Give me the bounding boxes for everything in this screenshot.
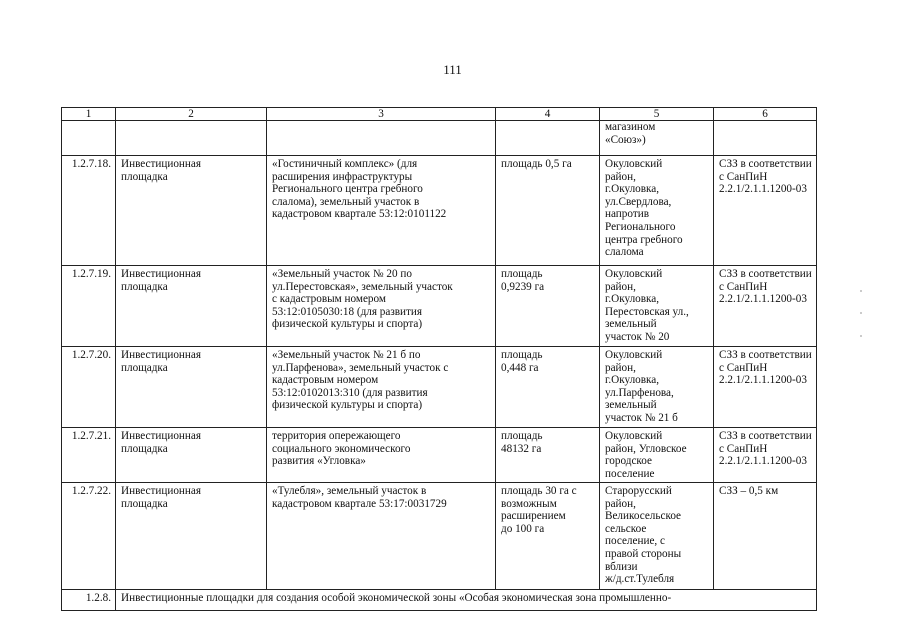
type-cell: Инвестиционная площадка	[116, 156, 267, 266]
area-cell: площадь 30 га с возможным расширением до 100 га	[496, 483, 600, 590]
area-cell: площадь 0,448 га	[496, 347, 600, 428]
description-cell: «Земельный участок № 21 б по ул.Парфенова», земельный участок с кадастровым номером 53:12:0102013:310 (для развития физической культуры и спорта)	[267, 347, 496, 428]
location-cell: Окуловский район, Угловское городское поселение	[600, 428, 714, 483]
location-cell: Окуловский район, г.Окуловка, Перестовская ул., земельный участок № 20	[600, 266, 714, 347]
type-cell: Инвестиционная площадка	[116, 428, 267, 483]
row-number-cell: 1.2.7.19.	[62, 266, 116, 347]
zone-cell: СЗЗ в соответствии с СанПиН 2.2.1/2.1.1.1200-03	[714, 428, 817, 483]
page-number: 111	[443, 62, 462, 77]
description-cell: «Земельный участок № 20 по ул.Перестовская», земельный участок с кадастровым номером 53:12:0105030:18 (для развития физической культуры и спорта)	[267, 266, 496, 347]
table-cell	[267, 121, 496, 156]
description-cell: территория опережающего социального экономического развития «Угловка»	[267, 428, 496, 483]
table-row	[62, 483, 817, 590]
location-cell: магазином «Союз»)	[600, 121, 714, 156]
table-row-continuation	[62, 121, 817, 156]
type-cell: Инвестиционная площадка	[116, 483, 267, 590]
zone-cell: СЗЗ – 0,5 км	[714, 483, 817, 590]
row-number-cell: 1.2.8.	[62, 590, 116, 611]
row-number-cell: 1.2.7.20.	[62, 347, 116, 428]
table-row	[62, 428, 817, 483]
description-cell: «Гостиничный комплекс» (для расширения инфраструктуры Регионального центра гребного слалома), земельный участок в кадастровом квартале 53:12:0101122	[267, 156, 496, 266]
column-header: 4	[496, 108, 600, 121]
zone-cell: СЗЗ в соответствии с СанПиН 2.2.1/2.1.1.1200-03	[714, 266, 817, 347]
row-number-cell: 1.2.7.18.	[62, 156, 116, 266]
column-header: 3	[267, 108, 496, 121]
area-cell: площадь 48132 га	[496, 428, 600, 483]
scan-artifact-dots	[860, 290, 863, 350]
section-row	[62, 590, 817, 611]
type-cell: Инвестиционная площадка	[116, 347, 267, 428]
row-number-cell: 1.2.7.22.	[62, 483, 116, 590]
area-cell: площадь 0,5 га	[496, 156, 600, 266]
column-header: 1	[62, 108, 116, 121]
location-cell: Старорусский район, Великосельское сельское поселение, с правой стороны вблизи ж/д.ст.Тулебля	[600, 483, 714, 590]
column-header: 6	[714, 108, 817, 121]
table-row	[62, 347, 817, 428]
location-cell: Окуловский район, г.Окуловка, ул.Свердлова, напротив Регионального центра гребного слалома	[600, 156, 714, 266]
column-header: 5	[600, 108, 714, 121]
type-cell: Инвестиционная площадка	[116, 266, 267, 347]
document-table	[61, 107, 817, 611]
table-row	[62, 156, 817, 266]
table-cell	[62, 121, 116, 156]
zone-cell: СЗЗ в соответствии с СанПиН 2.2.1/2.1.1.1200-03	[714, 156, 817, 266]
description-cell: «Тулебля», земельный участок в кадастровом квартале 53:17:0031729	[267, 483, 496, 590]
table-header-row	[62, 108, 817, 121]
table-cell	[496, 121, 600, 156]
column-header: 2	[116, 108, 267, 121]
table-cell	[714, 121, 817, 156]
zone-cell: СЗЗ в соответствии с СанПиН 2.2.1/2.1.1.1200-03	[714, 347, 817, 428]
section-title-cell: Инвестиционные площадки для создания особой экономической зоны «Особая экономическая зона промышленно-	[116, 590, 817, 611]
area-cell: площадь 0,9239 га	[496, 266, 600, 347]
location-cell: Окуловский район, г.Окуловка, ул.Парфенова, земельный участок № 21 б	[600, 347, 714, 428]
row-number-cell: 1.2.7.21.	[62, 428, 116, 483]
table-cell	[116, 121, 267, 156]
table-row	[62, 266, 817, 347]
